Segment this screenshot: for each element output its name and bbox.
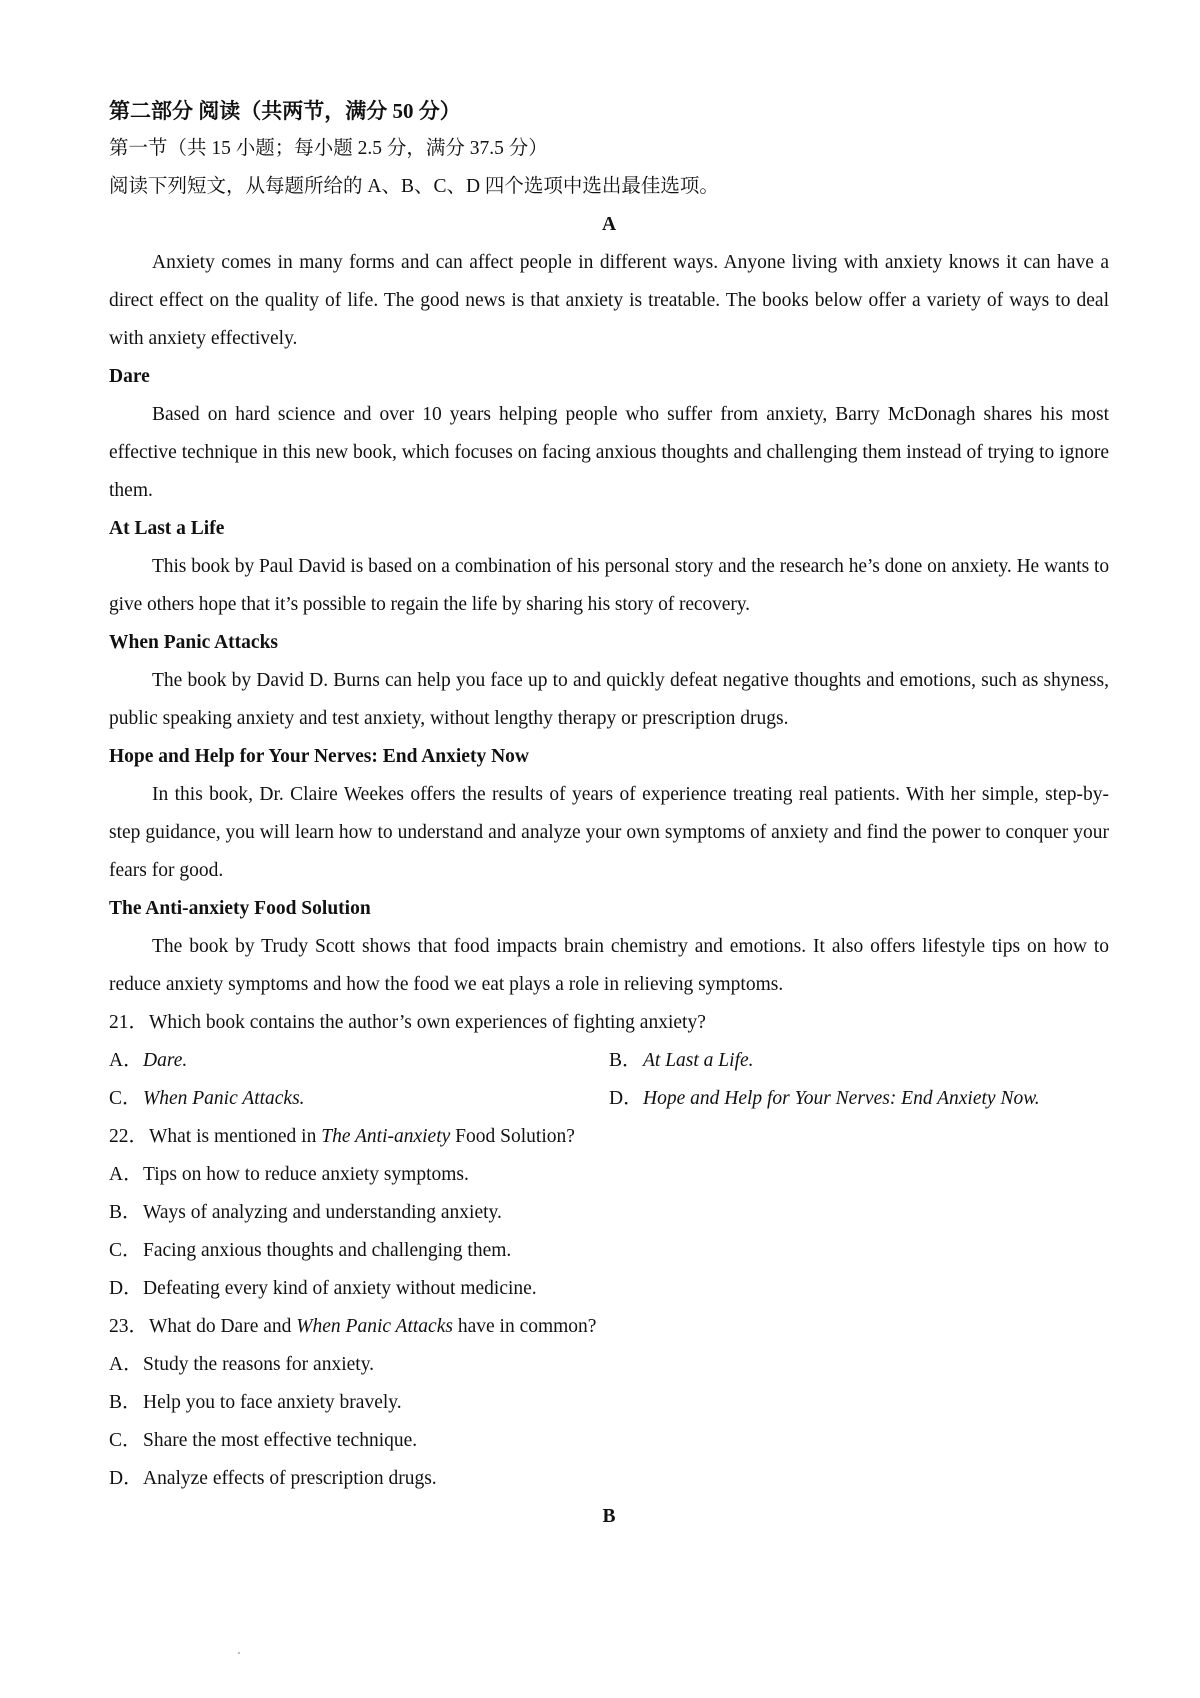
passage-b-label: B bbox=[602, 1506, 616, 1527]
question-stem: Which book contains the author’s own experiences of fighting anxiety? bbox=[149, 1012, 706, 1033]
option-text: At Last a Life. bbox=[643, 1050, 754, 1071]
passage-a-intro: Anxiety comes in many forms and can affect people in different ways. Anyone living with anxiety knows it can have a direct effect on the quality of life. The good news is that anxiety is treatable. The books below offer a variety of ways to deal with anxiety effectively. bbox=[109, 252, 1109, 349]
book-description-dare: Based on hard science and over 10 years helping people who suffer from anxiety, Barry McDonagh shares his most effective technique in this new book, which focuses on facing anxious thoughts and challenging them instead of trying to ignore them. bbox=[109, 404, 1109, 501]
question-stem-part: What is mentioned in bbox=[149, 1126, 322, 1147]
option-d[interactable] bbox=[109, 1270, 1109, 1308]
option-label: A． bbox=[109, 1354, 143, 1375]
option-label: A． bbox=[109, 1164, 143, 1185]
question-stem-part: What do Dare and bbox=[149, 1316, 297, 1337]
option-d[interactable] bbox=[109, 1460, 1109, 1498]
option-a[interactable] bbox=[109, 1156, 1109, 1194]
option-label: A． bbox=[109, 1050, 143, 1071]
book-description-hope-and-help: In this book, Dr. Claire Weekes offers the results of years of experience treating real patients. With her simple, step-by-step guidance, you will learn how to understand and analyze your own symptoms of anxiety and find the power to conquer your fears for good. bbox=[109, 784, 1109, 881]
option-label: C． bbox=[109, 1430, 142, 1451]
part-title: 第二部分 阅读（共两节，满分 50 分） bbox=[109, 99, 461, 123]
option-c[interactable] bbox=[109, 1080, 609, 1118]
option-c[interactable] bbox=[109, 1422, 1109, 1460]
question-stem-part: have in common? bbox=[452, 1316, 597, 1337]
option-label: D． bbox=[109, 1468, 143, 1489]
question-number: 23． bbox=[109, 1316, 149, 1337]
option-label: D． bbox=[109, 1278, 143, 1299]
option-label: C． bbox=[109, 1088, 142, 1109]
section-title: 第一节（共 15 小题；每小题 2.5 分，满分 37.5 分） bbox=[109, 138, 548, 159]
book-description-at-last-a-life: This book by Paul David is based on a combination of his personal story and the research he’s done on anxiety. He wants to give others hope that it’s possible to regain the life by sharing his story of recovery. bbox=[109, 556, 1109, 615]
option-d[interactable] bbox=[609, 1080, 1109, 1118]
instructions: 阅读下列短文，从每题所给的 A、B、C、D 四个选项中选出最佳选项。 bbox=[109, 176, 719, 197]
option-text: Defeating every kind of anxiety without medicine. bbox=[143, 1278, 537, 1299]
option-label: B． bbox=[109, 1392, 142, 1413]
option-b[interactable] bbox=[109, 1384, 1109, 1422]
book-title-dare: Dare bbox=[109, 366, 150, 387]
option-text: When Panic Attacks. bbox=[143, 1088, 305, 1109]
option-text: Facing anxious thoughts and challenging them. bbox=[143, 1240, 512, 1261]
book-title-hope-and-help: Hope and Help for Your Nerves: End Anxiety Now bbox=[109, 746, 529, 767]
options-row bbox=[109, 1080, 1109, 1118]
book-description-anti-anxiety-food: The book by Trudy Scott shows that food impacts brain chemistry and emotions. It also offers lifestyle tips on how to reduce anxiety symptoms and how the food we eat plays a role in relieving symptoms. bbox=[109, 936, 1109, 995]
question-stem-part: Food Solution? bbox=[450, 1126, 575, 1147]
question-number: 21． bbox=[109, 1012, 149, 1033]
question-21 bbox=[109, 1004, 1109, 1042]
option-label: C． bbox=[109, 1240, 142, 1261]
book-title-at-last-a-life: At Last a Life bbox=[109, 518, 225, 539]
option-label: D． bbox=[609, 1088, 643, 1109]
question-22 bbox=[109, 1118, 1109, 1156]
book-title-anti-anxiety-food: The Anti-anxiety Food Solution bbox=[109, 898, 371, 919]
option-label: B． bbox=[109, 1202, 142, 1223]
question-stem-part: The Anti-anxiety bbox=[321, 1126, 451, 1147]
option-label: B． bbox=[609, 1050, 642, 1071]
option-text: Tips on how to reduce anxiety symptoms. bbox=[143, 1164, 469, 1185]
option-text: Analyze effects of prescription drugs. bbox=[143, 1468, 437, 1489]
scan-artifact bbox=[238, 1652, 240, 1654]
exam-page bbox=[109, 92, 1109, 1536]
option-b[interactable] bbox=[609, 1042, 1109, 1080]
option-text: Dare. bbox=[143, 1050, 188, 1071]
question-stem-part: When Panic Attacks bbox=[296, 1316, 453, 1337]
option-text: Share the most effective technique. bbox=[143, 1430, 418, 1451]
question-number: 22． bbox=[109, 1126, 149, 1147]
question-23 bbox=[109, 1308, 1109, 1346]
option-c[interactable] bbox=[109, 1232, 1109, 1270]
option-a[interactable] bbox=[109, 1346, 1109, 1384]
options-row bbox=[109, 1042, 1109, 1080]
book-description-when-panic-attacks: The book by David D. Burns can help you face up to and quickly defeat negative thoughts and emotions, such as shyness, public speaking anxiety and test anxiety, without lengthy therapy or prescription drugs. bbox=[109, 670, 1109, 729]
option-text: Ways of analyzing and understanding anxiety. bbox=[143, 1202, 502, 1223]
passage-a-label: A bbox=[601, 214, 617, 235]
option-text: Hope and Help for Your Nerves: End Anxiety Now. bbox=[643, 1088, 1040, 1109]
option-text: Study the reasons for anxiety. bbox=[143, 1354, 375, 1375]
option-b[interactable] bbox=[109, 1194, 1109, 1232]
option-text: Help you to face anxiety bravely. bbox=[143, 1392, 402, 1413]
option-a[interactable] bbox=[109, 1042, 609, 1080]
book-title-when-panic-attacks: When Panic Attacks bbox=[109, 632, 279, 653]
